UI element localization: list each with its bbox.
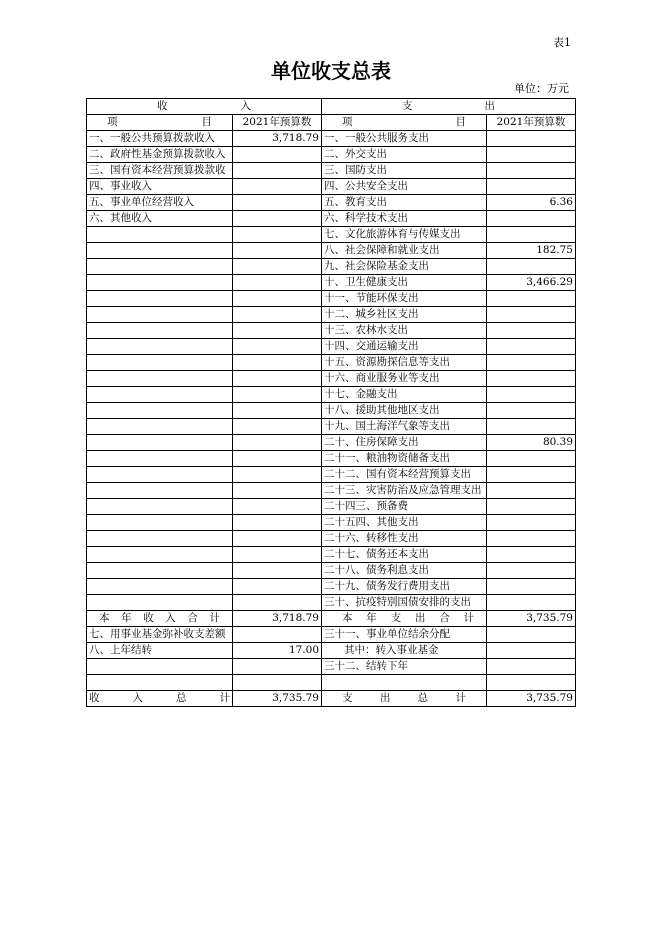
expense-item-label: 二十三、灾害防治及应急管理支出 xyxy=(322,483,487,499)
expense-item-label: 二、外交支出 xyxy=(322,147,487,163)
table-row xyxy=(87,515,576,531)
expense-budget-header: 2021年预算数 xyxy=(487,115,576,131)
table-row xyxy=(87,339,576,355)
expense-item-value xyxy=(487,179,576,195)
table-row xyxy=(87,579,576,595)
income-item-value xyxy=(233,371,322,387)
expense-item-value xyxy=(487,355,576,371)
income-item-value xyxy=(233,435,322,451)
income-item-label: 三、国有资本经营预算拨款收 xyxy=(87,163,233,179)
expense-item-value: 182.75 xyxy=(487,243,576,259)
income-item-label: 二、政府性基金预算拨款收入 xyxy=(87,147,233,163)
income-item-value xyxy=(233,595,322,611)
income-item-value xyxy=(233,275,322,291)
expense-item-value: 3,466.29 xyxy=(487,275,576,291)
expense-item-value xyxy=(487,627,576,643)
expense-item-label: 十、卫生健康支出 xyxy=(322,275,487,291)
expense-item-label: 十一、节能环保支出 xyxy=(322,291,487,307)
expense-item-label: 二十八、债务利息支出 xyxy=(322,563,487,579)
table-row xyxy=(87,467,576,483)
income-budget-header: 2021年预算数 xyxy=(233,115,322,131)
income-item-value xyxy=(233,195,322,211)
income-item-value xyxy=(233,339,322,355)
income-item-label xyxy=(87,355,233,371)
table-row xyxy=(87,435,576,451)
expense-item-label: 五、教育支出 xyxy=(322,195,487,211)
table-row xyxy=(87,291,576,307)
table-row xyxy=(87,419,576,435)
income-item-label xyxy=(87,403,233,419)
expense-item-value xyxy=(487,659,576,675)
expense-item-label: 六、科学技术支出 xyxy=(322,211,487,227)
income-item-value xyxy=(233,211,322,227)
expense-item-label: 九、社会保险基金支出 xyxy=(322,259,487,275)
income-item-label xyxy=(87,451,233,467)
table-row xyxy=(87,659,576,675)
income-item-value xyxy=(233,323,322,339)
expense-item-value xyxy=(487,307,576,323)
grand-total-row xyxy=(87,690,576,706)
header-row-2 xyxy=(87,115,576,131)
income-header: 收 入 xyxy=(87,99,322,115)
expense-item-value xyxy=(487,211,576,227)
expense-total-label: 支 出 总 计 xyxy=(322,690,487,706)
expense-item-value xyxy=(487,467,576,483)
income-item-label: 七、用事业基金弥补收支差额 xyxy=(87,627,233,643)
expense-item-label: 三十二、结转下年 xyxy=(322,659,487,675)
page-title: 单位收支总表 xyxy=(271,59,391,83)
income-item-value xyxy=(233,419,322,435)
table-row xyxy=(87,483,576,499)
expense-item-label xyxy=(322,675,487,691)
expense-item-label: 二十九、债务发行费用支出 xyxy=(322,579,487,595)
income-item-label xyxy=(87,227,233,243)
income-item-value xyxy=(233,563,322,579)
table-row xyxy=(87,195,576,211)
expense-item-label: 二十七、债务还本支出 xyxy=(322,547,487,563)
income-item-value xyxy=(233,243,322,259)
expense-item-label: 一、一般公共服务支出 xyxy=(322,131,487,147)
income-item-label xyxy=(87,259,233,275)
income-item-label xyxy=(87,243,233,259)
expense-item-value xyxy=(487,163,576,179)
table-row xyxy=(87,387,576,403)
income-item-label: 四、事业收入 xyxy=(87,179,233,195)
table-row xyxy=(87,259,576,275)
income-item-label: 一、一般公共预算拨款收入 xyxy=(87,131,233,147)
income-item-label xyxy=(87,563,233,579)
expense-item-label: 十七、金融支出 xyxy=(322,387,487,403)
expense-item-value xyxy=(487,131,576,147)
expense-item-label: 十九、国土海洋气象等支出 xyxy=(322,419,487,435)
income-item-value xyxy=(233,531,322,547)
budget-table xyxy=(86,98,576,707)
table-row xyxy=(87,627,576,643)
income-item-label: 六、其他收入 xyxy=(87,211,233,227)
expense-item-value xyxy=(487,323,576,339)
table-row xyxy=(87,403,576,419)
expense-item-value xyxy=(487,419,576,435)
table-number: 表1 xyxy=(553,36,571,49)
expense-item-header: 项 目 xyxy=(322,115,487,131)
income-item-label: 五、事业单位经营收入 xyxy=(87,195,233,211)
table-row xyxy=(87,147,576,163)
expense-item-value xyxy=(487,483,576,499)
expense-item-label: 十三、农林水支出 xyxy=(322,323,487,339)
expense-item-label: 三、国防支出 xyxy=(322,163,487,179)
expense-item-value xyxy=(487,563,576,579)
table-row xyxy=(87,531,576,547)
expense-item-value xyxy=(487,579,576,595)
table-row xyxy=(87,451,576,467)
income-item-value xyxy=(233,291,322,307)
expense-item-label: 二十、住房保障支出 xyxy=(322,435,487,451)
income-subtotal-label: 本 年 收 入 合 计 xyxy=(87,611,233,627)
table-row xyxy=(87,275,576,291)
income-item-value xyxy=(233,307,322,323)
income-item-value xyxy=(233,675,322,691)
expense-item-label: 二十五四、其他支出 xyxy=(322,515,487,531)
expense-item-label: 十八、援助其他地区支出 xyxy=(322,403,487,419)
income-item-value: 3,718.79 xyxy=(233,131,322,147)
expense-item-value xyxy=(487,515,576,531)
table-row xyxy=(87,563,576,579)
income-item-value xyxy=(233,259,322,275)
table-row xyxy=(87,179,576,195)
expense-item-label: 二十六、转移性支出 xyxy=(322,531,487,547)
expense-item-value xyxy=(487,147,576,163)
table-row xyxy=(87,355,576,371)
expense-item-value xyxy=(487,371,576,387)
expense-total-value: 3,735.79 xyxy=(487,690,576,706)
income-item-value xyxy=(233,451,322,467)
income-total-label: 收 入 总 计 xyxy=(87,690,233,706)
expense-item-value: 6.36 xyxy=(487,195,576,211)
expense-item-label: 十二、城乡社区支出 xyxy=(322,307,487,323)
expense-item-value xyxy=(487,339,576,355)
income-item-value xyxy=(233,387,322,403)
expense-item-label: 二十四三、预备费 xyxy=(322,499,487,515)
income-item-value xyxy=(233,179,322,195)
expense-item-value xyxy=(487,403,576,419)
income-item-value xyxy=(233,659,322,675)
expense-item-value xyxy=(487,547,576,563)
income-item-value xyxy=(233,467,322,483)
table-row xyxy=(87,547,576,563)
subtotal-row xyxy=(87,611,576,627)
income-item-label xyxy=(87,659,233,675)
income-item-label: 八、上年结转 xyxy=(87,643,233,659)
expense-subtotal-value: 3,735.79 xyxy=(487,611,576,627)
expense-item-label: 十五、资源勘探信息等支出 xyxy=(322,355,487,371)
table-row xyxy=(87,211,576,227)
table-row xyxy=(87,163,576,179)
income-item-value xyxy=(233,227,322,243)
income-item-label xyxy=(87,419,233,435)
table-row xyxy=(87,323,576,339)
expense-item-label: 二十一、粮油物资储备支出 xyxy=(322,451,487,467)
expense-item-value xyxy=(487,499,576,515)
expense-item-label: 三十一、事业单位结余分配 xyxy=(322,627,487,643)
expense-item-value xyxy=(487,227,576,243)
expense-item-value xyxy=(487,675,576,691)
income-item-label xyxy=(87,547,233,563)
income-item-label xyxy=(87,275,233,291)
income-subtotal-value: 3,718.79 xyxy=(233,611,322,627)
income-item-value xyxy=(233,547,322,563)
income-item-label xyxy=(87,531,233,547)
expense-item-value: 80.39 xyxy=(487,435,576,451)
income-item-header: 项 目 xyxy=(87,115,233,131)
expense-item-value xyxy=(487,387,576,403)
table-row xyxy=(87,243,576,259)
income-item-value xyxy=(233,163,322,179)
expense-item-label: 八、社会保障和就业支出 xyxy=(322,243,487,259)
income-item-label xyxy=(87,339,233,355)
income-item-label xyxy=(87,595,233,611)
income-item-label xyxy=(87,467,233,483)
income-item-label xyxy=(87,435,233,451)
income-item-value xyxy=(233,579,322,595)
table-row xyxy=(87,595,576,611)
header-row-1 xyxy=(87,99,576,115)
expense-item-value xyxy=(487,291,576,307)
income-item-value xyxy=(233,627,322,643)
income-item-value xyxy=(233,483,322,499)
table-row xyxy=(87,307,576,323)
income-item-label xyxy=(87,515,233,531)
income-item-value xyxy=(233,355,322,371)
table-row xyxy=(87,643,576,659)
expense-item-label: 十四、交通运输支出 xyxy=(322,339,487,355)
expense-item-label: 四、公共安全支出 xyxy=(322,179,487,195)
expense-item-label: 三十、抗疫特别国债安排的支出 xyxy=(322,595,487,611)
expense-item-value xyxy=(487,451,576,467)
expense-item-value xyxy=(487,643,576,659)
expense-header: 支 出 xyxy=(322,99,576,115)
income-item-label xyxy=(87,499,233,515)
income-item-label xyxy=(87,291,233,307)
income-item-value: 17.00 xyxy=(233,643,322,659)
expense-item-label: 其中：转入事业基金 xyxy=(322,643,487,659)
expense-item-value xyxy=(487,259,576,275)
expense-subtotal-label: 本 年 支 出 合 计 xyxy=(322,611,487,627)
income-item-label xyxy=(87,483,233,499)
table-row xyxy=(87,675,576,691)
table-row xyxy=(87,131,576,147)
income-item-label xyxy=(87,307,233,323)
income-item-value xyxy=(233,147,322,163)
expense-item-label: 十六、商业服务业等支出 xyxy=(322,371,487,387)
income-item-label xyxy=(87,675,233,691)
income-item-label xyxy=(87,371,233,387)
table-row xyxy=(87,371,576,387)
income-total-value: 3,735.79 xyxy=(233,690,322,706)
table-row xyxy=(87,499,576,515)
expense-item-value xyxy=(487,595,576,611)
expense-item-value xyxy=(487,531,576,547)
income-item-label xyxy=(87,323,233,339)
expense-item-label: 七、文化旅游体育与传媒支出 xyxy=(322,227,487,243)
table-row xyxy=(87,227,576,243)
income-item-label xyxy=(87,579,233,595)
income-item-value xyxy=(233,403,322,419)
income-item-value xyxy=(233,499,322,515)
income-item-label xyxy=(87,387,233,403)
income-item-value xyxy=(233,515,322,531)
unit-label: 单位：万元 xyxy=(514,82,569,95)
expense-item-label: 二十二、国有资本经营预算支出 xyxy=(322,467,487,483)
